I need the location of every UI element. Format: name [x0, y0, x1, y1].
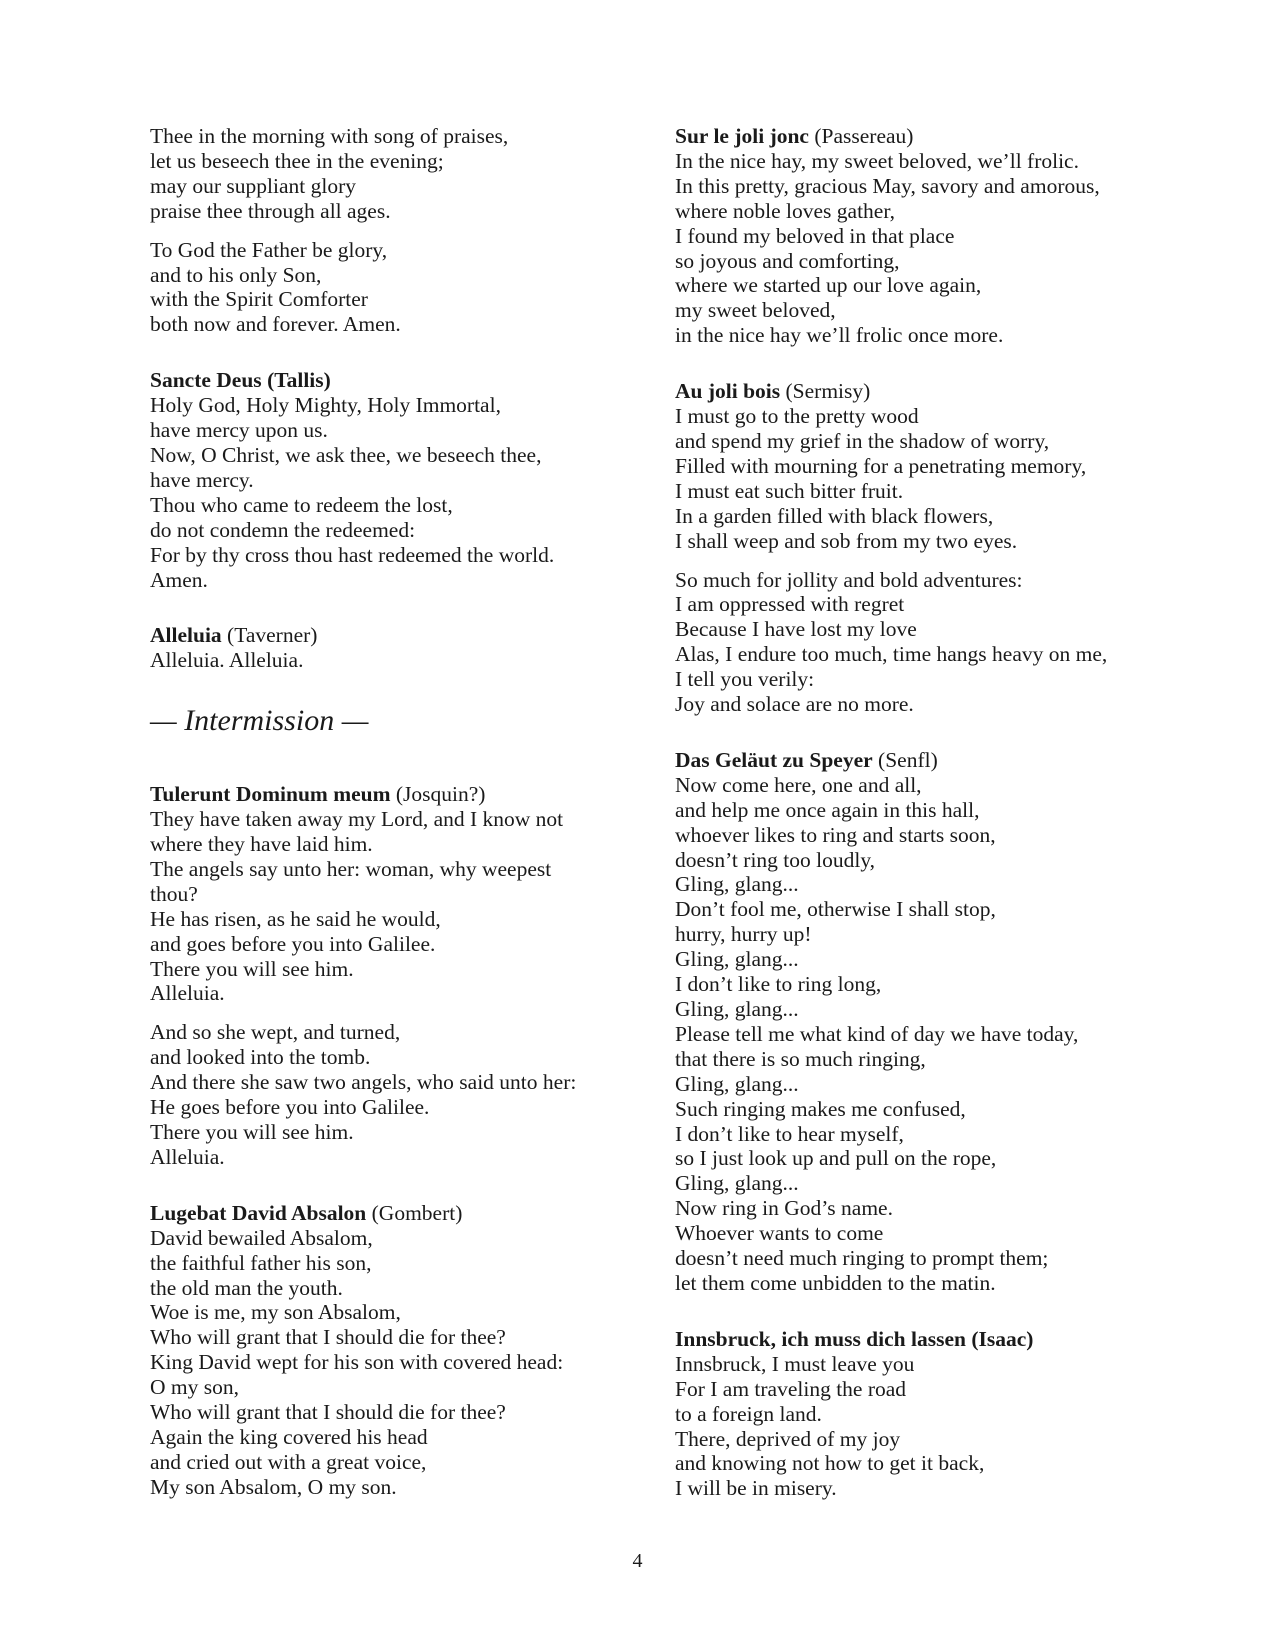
- intermission-label: Intermission: [184, 704, 335, 738]
- verse-line: Now, O Christ, we ask thee, we beseech thee,: [150, 442, 542, 467]
- piece-composer: (Sermisy): [785, 379, 871, 404]
- verse-line: and cried out with a great voice,: [150, 1449, 427, 1474]
- verse-line: that there is so much ringing,: [675, 1046, 926, 1071]
- verse-line: King David wept for his son with covered head:: [150, 1350, 564, 1375]
- page-number: 4: [632, 1550, 643, 1572]
- verse-line: Gling, glang...: [675, 997, 799, 1021]
- verse-line: whoever likes to ring and starts soon,: [675, 822, 996, 847]
- verse-line: For by thy cross thou hast redeemed the world.: [150, 542, 555, 567]
- verse-line: Gling, glang...: [675, 1171, 799, 1196]
- verse-line: where we started up our love again,: [675, 273, 982, 298]
- piece-heading: [150, 623, 620, 648]
- verse-line: He has risen, as he said he would,: [150, 906, 441, 931]
- stanza: [150, 807, 620, 1006]
- piece-title: Tulerunt Dominum meum: [150, 782, 391, 807]
- piece-title: Lugebat David Absalon: [150, 1200, 367, 1225]
- dash: —: [150, 704, 177, 738]
- verse-line: Thou who came to redeem the lost,: [150, 492, 453, 517]
- verse-line: so I just look up and pull on the rope,: [675, 1146, 997, 1171]
- right-column: [675, 124, 1145, 1501]
- stanza: [150, 393, 620, 592]
- verse-line: and goes before you into Galilee.: [150, 931, 436, 956]
- piece-das-gelaut: [675, 748, 1145, 1296]
- verse-line: have mercy.: [150, 467, 254, 492]
- verse-line: Don’t fool me, otherwise I shall stop,: [675, 897, 996, 922]
- verse-line: and help me once again in this hall,: [675, 797, 980, 822]
- piece-heading: Sancte Deus (Tallis): [150, 368, 331, 393]
- verse-line: He goes before you into Galilee.: [150, 1095, 430, 1120]
- piece-heading: [150, 782, 620, 807]
- intermission-heading: [150, 704, 620, 738]
- piece-title: Sur le joli jonc: [675, 124, 809, 148]
- stanza: [675, 404, 1145, 553]
- verse-line: Who will grant that I should die for thee?: [150, 1325, 506, 1350]
- verse-line: Alas, I endure too much, time hangs heavy on me,: [675, 642, 1108, 667]
- verse-line: In this pretty, gracious May, savory and amorous,: [675, 173, 1100, 198]
- verse-line: I found my beloved in that place: [675, 223, 955, 248]
- piece-tulerunt: [150, 782, 620, 1170]
- dash: —: [341, 704, 369, 738]
- verse-line: I must go to the pretty wood: [675, 404, 919, 429]
- verse-line: Alleluia.: [150, 1144, 225, 1169]
- verse-line: Thee in the morning with song of praises,: [150, 124, 509, 148]
- verse-line: They have taken away my Lord, and I know not: [150, 807, 564, 832]
- verse-line: Filled with mourning for a penetrating memory,: [675, 453, 1087, 478]
- verse-line: Who will grant that I should die for thee?: [150, 1400, 506, 1425]
- verse-line: Gling, glang...: [675, 1071, 799, 1096]
- verse-line: where noble loves gather,: [675, 198, 896, 223]
- verse-line: have mercy upon us.: [150, 418, 328, 443]
- verse-line: David bewailed Absalom,: [150, 1225, 373, 1250]
- verse-line: the old man the youth.: [150, 1275, 343, 1300]
- piece-alleluia: [150, 623, 620, 673]
- piece-heading: [675, 748, 1145, 773]
- verse-line: Gling, glang...: [675, 872, 799, 897]
- verse-line: the faithful father his son,: [150, 1250, 372, 1275]
- piece-heading: [675, 124, 1145, 149]
- verse-line: I don’t like to hear myself,: [675, 1121, 904, 1146]
- verse-line: Again the king covered his head: [150, 1424, 428, 1449]
- verse-line: I don’t like to ring long,: [675, 972, 882, 997]
- verse-line: my sweet beloved,: [675, 298, 836, 323]
- verse-line: let them come unbidden to the matin.: [675, 1270, 996, 1295]
- verse-line: Holy God, Holy Mighty, Holy Immortal,: [150, 393, 501, 418]
- verse-line: let us beseech thee in the evening;: [150, 148, 444, 173]
- verse-line: and knowing not how to get it back,: [675, 1451, 985, 1476]
- piece-au-joli-bois: [675, 379, 1145, 717]
- verse-line: may our suppliant glory: [150, 173, 357, 198]
- stanza: [150, 648, 620, 673]
- piece-composer: (Gombert): [371, 1200, 463, 1225]
- piece-composer: (Josquin?): [395, 782, 486, 807]
- piece-lugebat: [150, 1201, 620, 1500]
- verse-line: I shall weep and sob from my two eyes.: [675, 528, 1018, 553]
- verse-line: O my son,: [150, 1375, 239, 1400]
- verse-line: in the nice hay we’ll frolic once more.: [675, 323, 1004, 348]
- piece-title: Au joli bois: [675, 379, 781, 404]
- piece-sur-le-joli-jonc: [675, 124, 1145, 348]
- verse-line: Whoever wants to come: [675, 1221, 884, 1246]
- verse-line: I must eat such bitter fruit.: [675, 478, 904, 503]
- piece-heading: Innsbruck, ich muss dich lassen (Isaac): [675, 1326, 1034, 1351]
- piece-composer: Tallis: [274, 368, 324, 393]
- verse-line: Such ringing makes me confused,: [675, 1096, 966, 1121]
- verse-line: and spend my grief in the shadow of worry,: [675, 428, 1050, 453]
- verse-line: to a foreign land.: [675, 1401, 822, 1426]
- piece-heading: [675, 379, 1145, 404]
- verse-line: Alleluia. Alleluia.: [150, 648, 304, 673]
- opening-text: [150, 124, 620, 337]
- verse-line: In the nice hay, my sweet beloved, we’ll frolic.: [675, 148, 1079, 173]
- verse-line: Gling, glang...: [675, 947, 799, 972]
- stanza: [675, 1352, 1145, 1501]
- piece-sancte-deus: [150, 368, 620, 592]
- verse-line: So much for jollity and bold adventures:: [675, 567, 1023, 592]
- verse-line: and looked into the tomb.: [150, 1045, 371, 1070]
- verse-line: And so she wept, and turned,: [150, 1020, 401, 1045]
- stanza: [150, 238, 620, 338]
- verse-line: I am oppressed with regret: [675, 592, 905, 617]
- verse-line: so joyous and comforting,: [675, 248, 900, 273]
- verse-line: There you will see him.: [150, 956, 354, 981]
- stanza: [150, 1226, 620, 1500]
- piece-composer: (Taverner): [227, 623, 318, 648]
- verse-line: The angels say unto her: woman, why weepest: [150, 856, 552, 881]
- verse-line: praise thee through all ages.: [150, 198, 391, 223]
- verse-line: with the Spirit Comforter: [150, 287, 368, 312]
- verse-line: To God the Father be glory,: [150, 237, 388, 262]
- verse-line: Joy and solace are no more.: [675, 692, 914, 717]
- piece-title: Das Geläut zu Speyer: [675, 747, 873, 772]
- piece-composer: Isaac: [978, 1326, 1027, 1351]
- verse-line: And there she saw two angels, who said unto her:: [150, 1070, 577, 1095]
- piece-composer: (Senfl): [878, 747, 938, 772]
- verse-line: Woe is me, my son Absalom,: [150, 1300, 401, 1325]
- piece-title: Sancte Deus: [150, 368, 262, 393]
- left-column: [150, 124, 620, 1500]
- verse-line: Innsbruck, I must leave you: [675, 1351, 915, 1376]
- verse-line: do not condemn the redeemed:: [150, 517, 416, 542]
- verse-line: where they have laid him.: [150, 832, 373, 857]
- verse-line: and to his only Son,: [150, 262, 322, 287]
- verse-line: There you will see him.: [150, 1120, 354, 1144]
- verse-line: Because I have lost my love: [675, 617, 917, 642]
- verse-line: doesn’t ring too loudly,: [675, 847, 876, 872]
- verse-line: Please tell me what kind of day we have today,: [675, 1021, 1079, 1046]
- verse-line: Alleluia.: [150, 981, 225, 1006]
- verse-line: For I am traveling the road: [675, 1376, 907, 1401]
- verse-line: I will be in misery.: [675, 1476, 837, 1501]
- piece-composer: (Passereau): [814, 124, 914, 148]
- piece-title: Alleluia: [150, 623, 222, 648]
- verse-line: My son Absalom, O my son.: [150, 1474, 397, 1499]
- piece-heading: [150, 1201, 620, 1226]
- piece-title: Innsbruck, ich muss dich lassen: [675, 1326, 966, 1351]
- stanza: [675, 568, 1145, 717]
- verse-line: hurry, hurry up!: [675, 922, 812, 947]
- verse-line: both now and forever. Amen.: [150, 312, 401, 337]
- stanza: [675, 773, 1145, 1296]
- verse-line: In a garden filled with black flowers,: [675, 503, 994, 528]
- stanza: [150, 1020, 620, 1169]
- stanza: [675, 149, 1145, 348]
- verse-line: Amen.: [150, 567, 208, 592]
- verse-line: Now ring in God’s name.: [675, 1196, 893, 1221]
- stanza: [150, 124, 620, 224]
- verse-line: doesn’t need much ringing to prompt them;: [675, 1246, 1049, 1271]
- verse-line: Now come here, one and all,: [675, 772, 922, 797]
- verse-line: There, deprived of my joy: [675, 1426, 901, 1451]
- piece-innsbruck: [675, 1327, 1145, 1501]
- verse-line: thou?: [150, 881, 198, 906]
- verse-line: I tell you verily:: [675, 667, 815, 692]
